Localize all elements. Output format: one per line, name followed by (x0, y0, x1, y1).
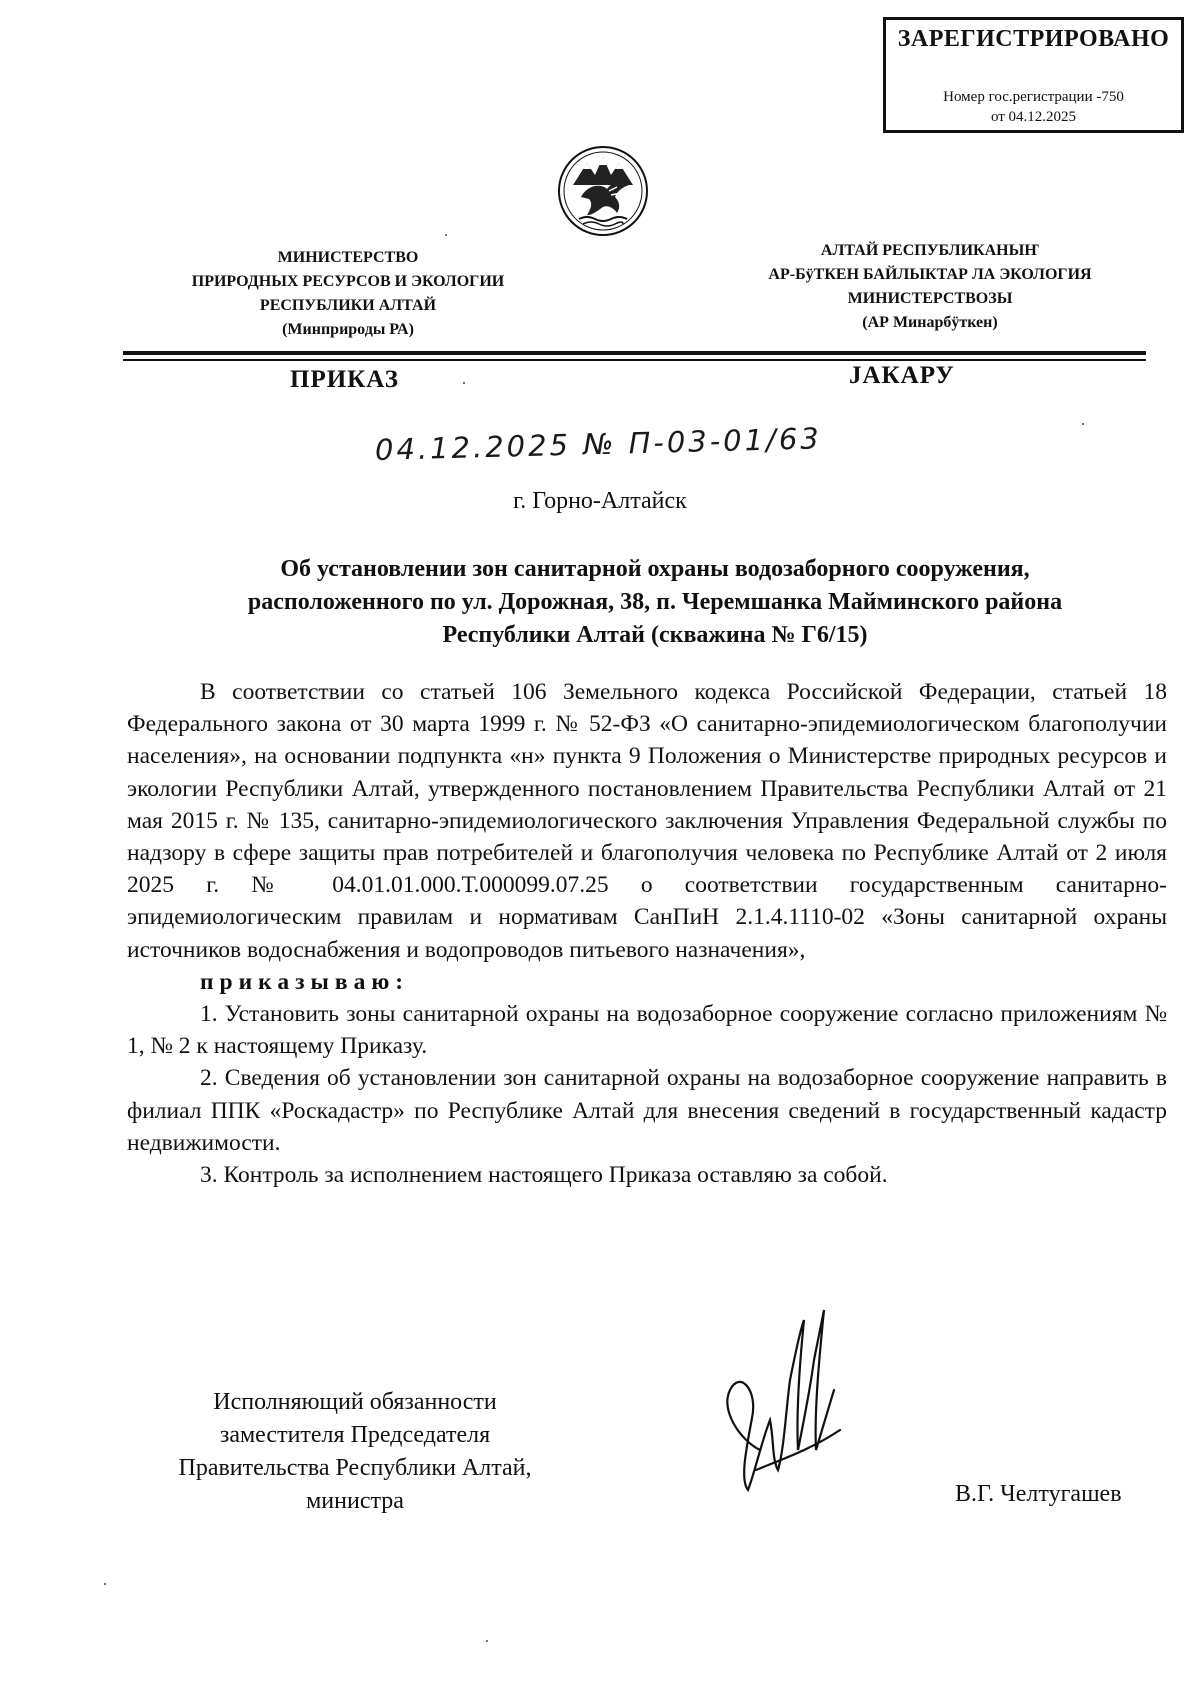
ministry-abbreviation: (АР Минарбÿткен) (862, 314, 998, 331)
scan-speck (445, 234, 447, 236)
title-line: расположенного по ул. Дорожная, 38, п. Черемшанка Майминского района (247, 589, 1063, 615)
signatory-position (120, 1386, 590, 1518)
handwritten-order-number: 04.12.2025 № П-03-01/63 (374, 421, 823, 467)
header-divider-thick (123, 351, 1146, 355)
order-item-1: 1. Установить зоны санитарной охраны на водозаборное сооружение согласно приложениям № 1, № 2 к настоящему Приказу. (127, 1001, 1167, 1060)
directive-word: приказываю: (200, 968, 410, 995)
ministry-line: АР-БÿТКЕН БАЙЛЫКТАР ЛА ЭКОЛОГИЯ (768, 266, 1092, 283)
scan-speck (486, 1640, 488, 1642)
stamp-registration-number: Номер гос.регистрации -750 (943, 89, 1124, 105)
signatory-name: В.Г. Челтугашев (955, 1481, 1122, 1507)
position-line: Правительства Республики Алтай, (178, 1455, 532, 1481)
order-heading-altai: JАКАРУ (849, 362, 955, 389)
registration-stamp (883, 17, 1184, 133)
document-title (120, 553, 1190, 652)
ministry-abbreviation: (Минприроды РА) (282, 321, 414, 338)
ministry-line: АЛТАЙ РЕСПУБЛИКАНЫҤ (820, 242, 1040, 259)
position-line: Исполняющий обязанности (213, 1389, 497, 1415)
position-line: министра (306, 1488, 404, 1514)
title-line: Республики Алтай (скважина № Г6/15) (442, 622, 868, 648)
ministry-name-altai (720, 239, 1140, 335)
scan-speck (1082, 423, 1084, 425)
order-item-3: 3. Контроль за исполнением настоящего Приказа оставляю за собой. (200, 1162, 888, 1189)
ministry-line: РЕСПУБЛИКИ АЛТАЙ (259, 297, 437, 314)
handwritten-signature (700, 1300, 870, 1500)
preamble-paragraph: В соответствии со статьей 106 Земельного кодекса Российской Федерации, статьей 18 Федерального закона от 30 марта 1999 г. № 52-ФЗ «О санитарно-эпидемиологическом благополучии населения», на основании подпункта «н» пункта 9 Положения о Министерстве природных ресурсов и экологии Республики Алтай, утвержденного постановлением Правительства Республики Алтай от 21 мая 2015 г. № 135, санитарно-эпидемиологического заключения Управления Федеральной службы по надзору в сфере защиты прав потребителей и благополучия человека по Республике Алтай от 2 июля 2025 г. № 04.01.01.000.Т.000099.07.25 о соответствии государственным санитарно-эпидемиологическим правилам и нормативам СанПиН 2.1.4.1110-02 «Зоны санитарной охраны источников водоснабжения и водопроводов питьевого назначения», (127, 679, 1167, 963)
ministry-line: МИНИСТЕРСТВОЗЫ (847, 290, 1013, 307)
position-line: заместителя Председателя (219, 1422, 491, 1448)
coat-of-arms-emblem (557, 145, 649, 237)
title-line: Об установлении зон санитарной охраны водозаборного сооружения, (280, 556, 1030, 582)
ministry-line: МИНИСТЕРСТВО (277, 249, 419, 266)
ministry-name-russian (148, 246, 548, 342)
stamp-title: ЗАРЕГИСТРИРОВАНО (897, 26, 1170, 52)
scan-speck (463, 382, 465, 384)
scan-speck (104, 1583, 106, 1585)
ministry-line: ПРИРОДНЫХ РЕСУРСОВ И ЭКОЛОГИИ (191, 273, 505, 290)
header-divider-thin (123, 359, 1146, 361)
stamp-registration-date: от 04.12.2025 (990, 109, 1077, 125)
document-body (127, 676, 1167, 1191)
city-name: г. Горно-Алтайск (513, 488, 687, 514)
order-heading-russian: ПРИКАЗ (290, 366, 399, 393)
order-item-2: 2. Сведения об установлении зон санитарной охраны на водозаборное сооружение направить в филиал ППК «Роскадастр» по Республике Алтай для внесения сведений в государственный кадастр недвижимости. (127, 1065, 1167, 1156)
